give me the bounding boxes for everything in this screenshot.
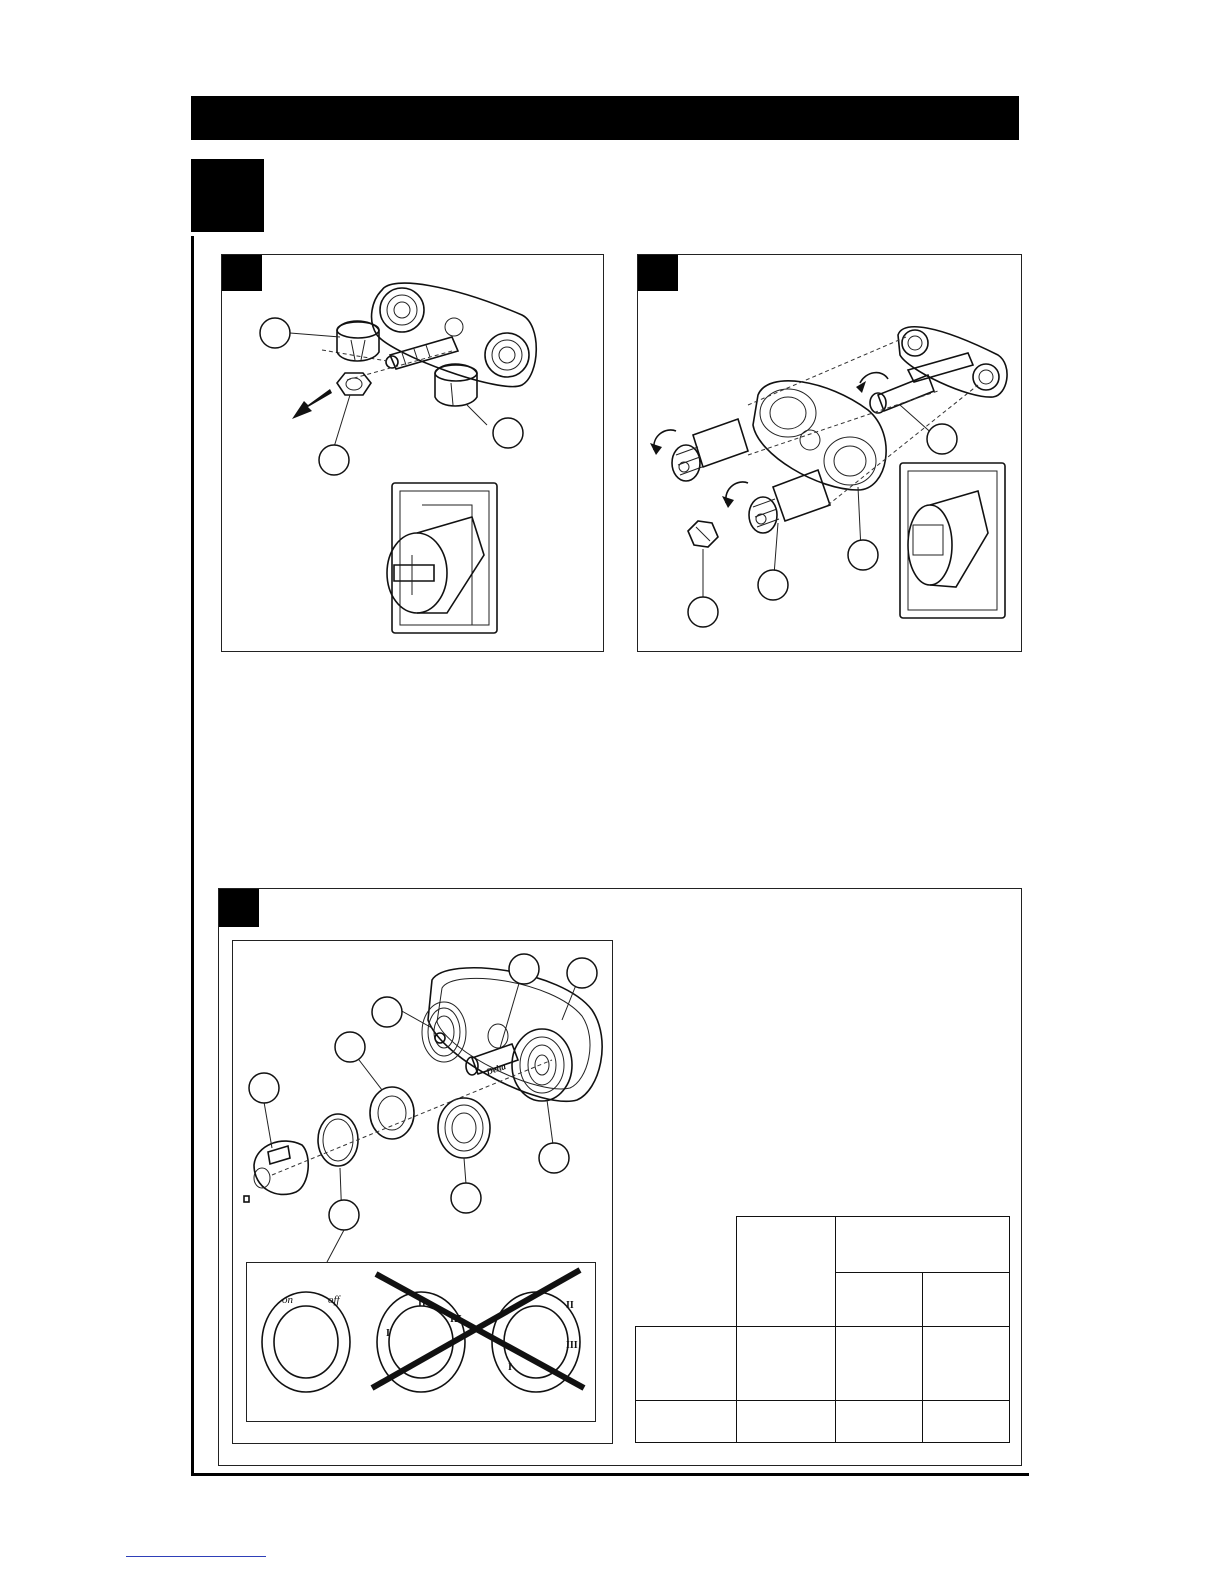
- panel-c-callout-7: [451, 1183, 481, 1213]
- table-cell: [922, 1401, 1009, 1443]
- panel-c-callout-1: [372, 997, 402, 1027]
- panel-b-callout-3: [758, 570, 788, 600]
- table-header-cell: [835, 1217, 1009, 1273]
- panel-b-callout-2: [848, 540, 878, 570]
- table-subheader-cell: [835, 1273, 922, 1327]
- panel-b-callout-1: [927, 424, 957, 454]
- cross-out-mark: [372, 1270, 584, 1388]
- panel-c-tab: [219, 889, 259, 927]
- table-subheader-cell: [922, 1273, 1009, 1327]
- hex-nut: [337, 373, 371, 395]
- panel-c-callout-5: [249, 1073, 279, 1103]
- specification-table: [635, 1216, 1010, 1443]
- table-cell: [736, 1401, 835, 1443]
- ring-right-mark-3: III: [566, 1340, 578, 1351]
- table-cell: [922, 1327, 1009, 1401]
- panel-c-callout-2: [509, 954, 539, 984]
- panel-c-callout-4: [335, 1032, 365, 1062]
- panel-a-remove-handles: [221, 254, 604, 652]
- panel-a-callout-3: [493, 418, 523, 448]
- bonnet-nut: [688, 521, 718, 547]
- bottom-rule: [191, 1473, 1029, 1476]
- cartridge-left: [672, 419, 748, 481]
- panel-a-callout-2: [319, 445, 349, 475]
- step-number-block: [191, 159, 264, 232]
- table-row: [636, 1401, 1010, 1443]
- brand-mark: Delta: [484, 1061, 508, 1077]
- panel-a-callout-1: [260, 318, 290, 348]
- panel-c-callout-6: [539, 1143, 569, 1173]
- panel-a-illustration: [222, 255, 605, 653]
- ring-left-mark-1: I: [386, 1328, 390, 1339]
- table-cell: [636, 1401, 737, 1443]
- table-corner-cell: [636, 1217, 737, 1327]
- footer-link-underline[interactable]: [126, 1556, 266, 1557]
- correct-on-off-ring: [262, 1292, 350, 1392]
- left-margin-rule: [191, 236, 194, 1476]
- handle-right: [435, 364, 477, 406]
- panel-c-callout-8: [329, 1200, 359, 1230]
- trim-washer: [370, 1087, 414, 1139]
- panel-c-illustration: [232, 940, 613, 1260]
- trim-thin-ring: [318, 1114, 358, 1166]
- section-header-banner: [191, 96, 1019, 140]
- table-cell: [736, 1327, 835, 1401]
- rough-in-valve-body-b: [900, 463, 1005, 618]
- panel-b-install-cartridges: [637, 254, 1022, 652]
- panel-b-illustration: [638, 255, 1023, 653]
- ring-right-mark-2: II: [566, 1300, 574, 1311]
- table-cell: [835, 1327, 922, 1401]
- trim-handle-knob: [244, 1141, 308, 1202]
- table-row: [636, 1327, 1010, 1401]
- valve-escutcheon-plate: [372, 283, 537, 386]
- table-cell: [636, 1327, 737, 1401]
- back-escutcheon: [898, 327, 1007, 397]
- trim-cap: [438, 1098, 490, 1158]
- ring-left-mark-3: III: [450, 1314, 462, 1325]
- rough-in-valve-body: [387, 483, 497, 633]
- panel-c-callout-3: [567, 958, 597, 988]
- ring-right-mark-1: I: [508, 1362, 512, 1373]
- ring-left-mark-2: II: [418, 1298, 426, 1309]
- panel-b-callout-4: [688, 597, 718, 627]
- ring-off-label: off: [328, 1294, 340, 1306]
- table-cell: [835, 1401, 922, 1443]
- table-header-cell: [736, 1217, 835, 1327]
- ring-on-label: on: [282, 1294, 293, 1306]
- ring-comparison-illustration: [246, 1262, 596, 1422]
- removal-arrow: [292, 389, 332, 419]
- cartridge-right: [749, 470, 830, 533]
